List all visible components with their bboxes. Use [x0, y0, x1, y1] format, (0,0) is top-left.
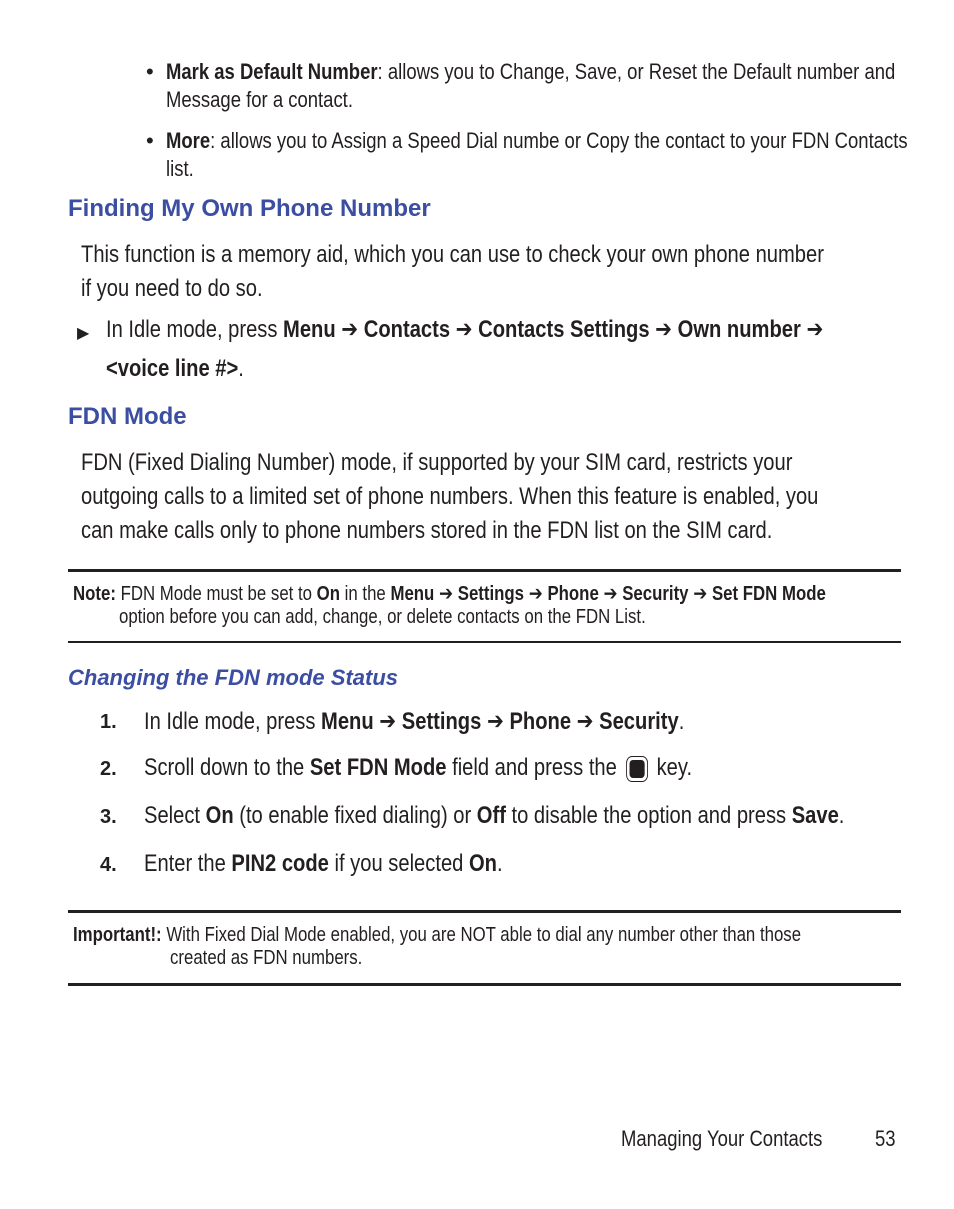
bullet-dot: • — [146, 128, 154, 153]
important-box: Important!: With Fixed Dial Mode enabled, you are NOT able to dial any number other than those created as FDN numbers. — [73, 924, 802, 969]
center-select-key-icon — [626, 756, 648, 782]
step-2: Scroll down to the Set FDN Mode field and press the key. — [144, 754, 693, 781]
important-label: Important!: — [73, 924, 162, 946]
step-own-number-line2: <voice line #>. — [106, 355, 244, 382]
paragraph-fdn-mode: FDN (Fixed Dialing Number) mode, if supported by your SIM card, restricts your outgoing calls to a limited set of phone numbers. When this feature is enabled, you can make calls only to phone numbers stored in the FDN list on the SIM card. — [81, 449, 819, 544]
bullet-term: More — [166, 128, 211, 153]
step-number: 4. — [100, 854, 117, 876]
step-4: Enter the PIN2 code if you selected On. — [144, 850, 503, 877]
heading-finding-own-number: Finding My Own Phone Number — [68, 195, 431, 222]
triangle-bullet-icon: ▶ — [77, 325, 90, 342]
note-label: Note: — [73, 583, 116, 605]
heading-fdn-mode: FDN Mode — [68, 403, 187, 430]
step-own-number-line1: In Idle mode, press Menu ➔ Contacts ➔ Contacts Settings ➔ Own number ➔ — [106, 316, 824, 343]
step-3: Select On (to enable fixed dialing) or Off to disable the option and press Save. — [144, 802, 845, 829]
step-number: 2. — [100, 758, 117, 780]
step-number: 1. — [100, 711, 117, 733]
paragraph-own-number: This function is a memory aid, which you can use to check your own phone number if you need to do so. — [81, 241, 824, 302]
note-bottom-rule — [68, 641, 901, 643]
note-box: Note: FDN Mode must be set to On in the Menu ➔ Settings ➔ Phone ➔ Security ➔ Set FDN Mode option before you can add, change, or delete contacts on the FDN List. — [73, 583, 826, 628]
bullet-term: Mark as Default Number — [166, 59, 378, 84]
step-number: 3. — [100, 806, 117, 828]
important-top-rule — [68, 910, 901, 913]
note-top-rule — [68, 569, 901, 572]
bullet-dot: • — [146, 59, 154, 84]
footer-page-number: 53 — [875, 1126, 896, 1151]
heading-changing-fdn-status: Changing the FDN mode Status — [68, 665, 398, 690]
important-bottom-rule — [68, 983, 901, 986]
footer-section-title: Managing Your Contacts — [621, 1126, 823, 1151]
step-1: In Idle mode, press Menu ➔ Settings ➔ Phone ➔ Security. — [144, 708, 685, 735]
